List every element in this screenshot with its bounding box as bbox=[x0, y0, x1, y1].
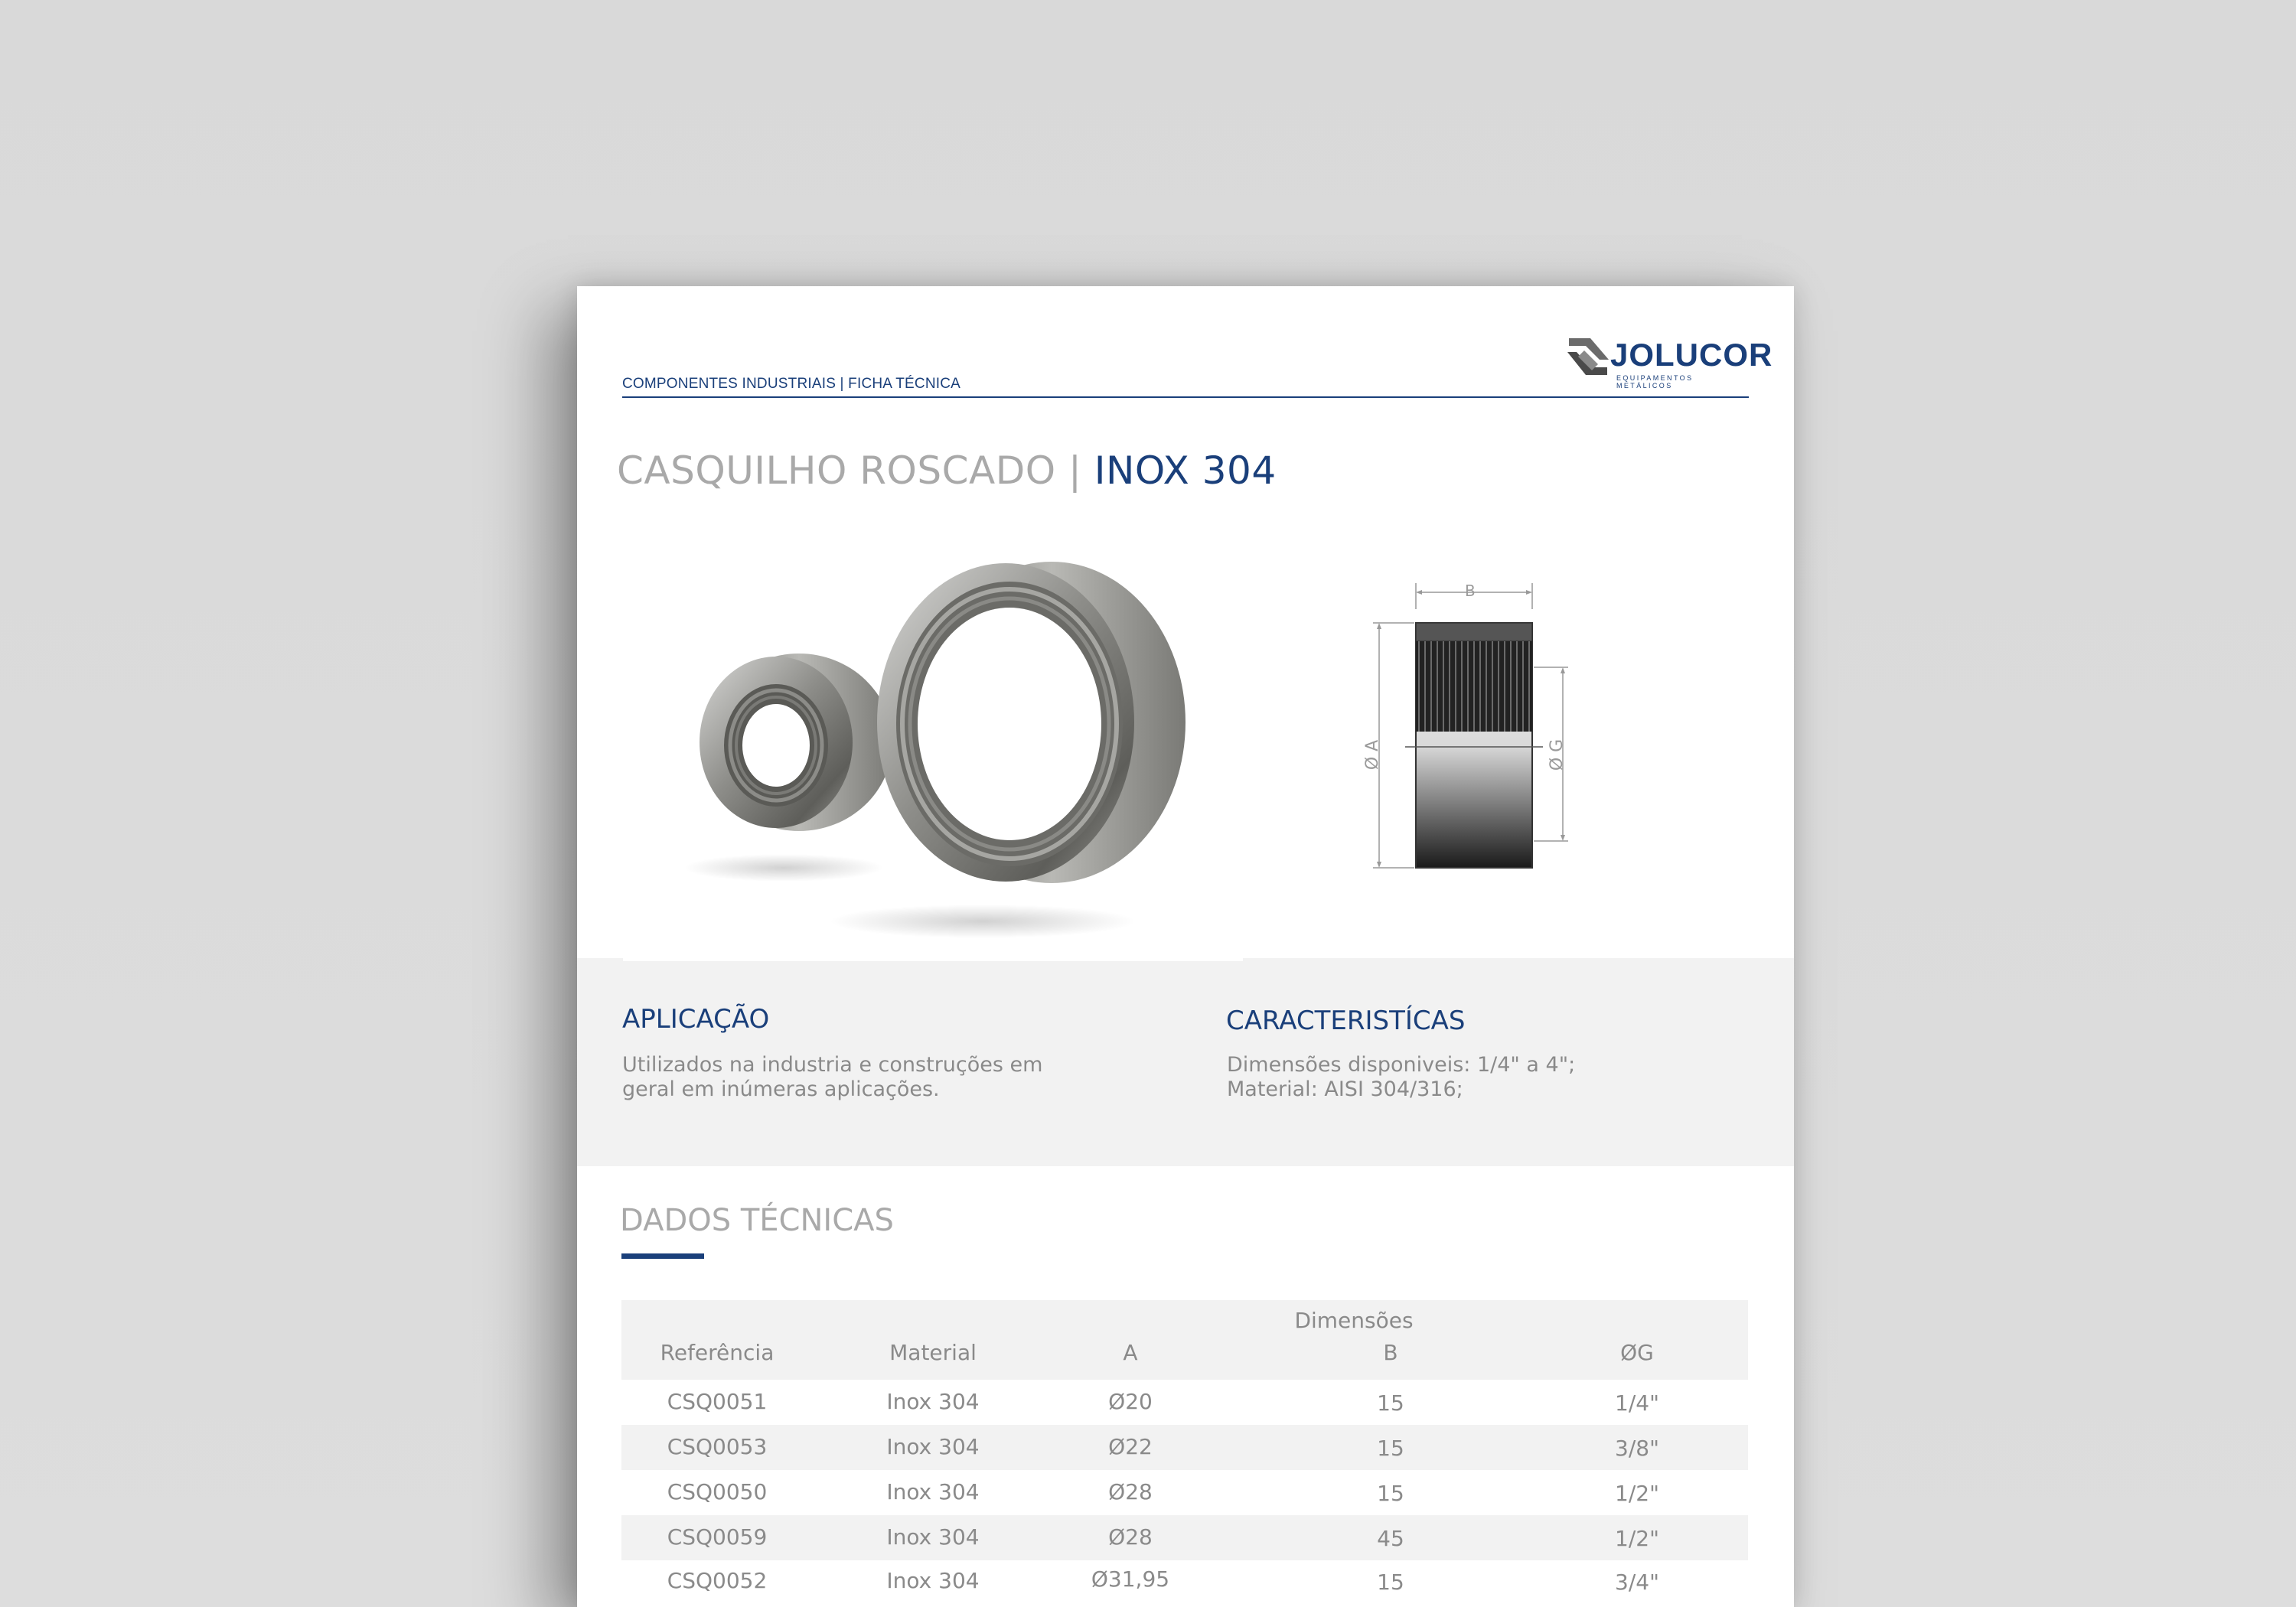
caracteristicas-line-1: Dimensões disponiveis: 1/4" a 4"; bbox=[1227, 1053, 1576, 1077]
cell-b: 15 bbox=[1377, 1390, 1404, 1416]
cell-a: Ø28 bbox=[1108, 1479, 1153, 1504]
cell-g: 1/4" bbox=[1615, 1390, 1659, 1416]
header-subtitle: COMPONENTES INDUSTRIAIS | FICHA TÉCNICA bbox=[622, 376, 961, 392]
cell-material: Inox 304 bbox=[886, 1568, 980, 1593]
cell-material: Inox 304 bbox=[886, 1434, 980, 1459]
cell-material: Inox 304 bbox=[886, 1524, 980, 1550]
title-separator: | bbox=[1068, 448, 1082, 493]
table-row bbox=[621, 1425, 1748, 1470]
column-header-g: ØG bbox=[1620, 1340, 1654, 1365]
cell-b: 15 bbox=[1377, 1570, 1404, 1595]
cell-referencia: CSQ0050 bbox=[667, 1479, 768, 1504]
cell-b: 15 bbox=[1377, 1481, 1404, 1506]
dados-heading: DADOS TÉCNICAS bbox=[620, 1203, 894, 1238]
cell-a: Ø31,95 bbox=[1091, 1566, 1170, 1592]
cell-referencia: CSQ0051 bbox=[667, 1389, 768, 1414]
cell-referencia: CSQ0052 bbox=[667, 1568, 768, 1593]
cell-b: 15 bbox=[1377, 1436, 1404, 1461]
logo-tagline: EQUIPAMENTOS METÁLICOS bbox=[1616, 374, 1694, 390]
cell-g: 1/2" bbox=[1615, 1526, 1659, 1551]
column-header-material: Material bbox=[889, 1340, 977, 1365]
title-material: INOX 304 bbox=[1094, 448, 1277, 493]
cell-a: Ø28 bbox=[1108, 1524, 1153, 1550]
caracteristicas-line-2: Material: AISI 304/316; bbox=[1227, 1077, 1463, 1101]
aplicacao-heading: APLICAÇÃO bbox=[622, 1004, 770, 1035]
cell-a: Ø20 bbox=[1108, 1389, 1153, 1414]
table-row bbox=[621, 1560, 1748, 1605]
title-product-name: CASQUILHO ROSCADO bbox=[617, 448, 1056, 493]
logo-mark-icon bbox=[1564, 334, 1612, 380]
table-row bbox=[621, 1380, 1748, 1425]
header-divider bbox=[622, 396, 1749, 398]
cell-g: 1/2" bbox=[1615, 1481, 1659, 1506]
product-photo bbox=[623, 562, 1243, 1250]
cell-g: 3/4" bbox=[1615, 1570, 1659, 1595]
product-title bbox=[617, 448, 1277, 493]
datasheet-page bbox=[577, 286, 1794, 1607]
cell-material: Inox 304 bbox=[886, 1389, 980, 1414]
jolucor-logo bbox=[1564, 332, 1773, 390]
table-group-header: Dimensões bbox=[1294, 1308, 1414, 1333]
logo-wordmark: JOLUCOR bbox=[1610, 337, 1773, 373]
cell-g: 3/8" bbox=[1615, 1436, 1659, 1461]
column-header-referencia: Referência bbox=[660, 1340, 775, 1365]
cell-referencia: CSQ0053 bbox=[667, 1434, 768, 1459]
dimension-label-g: Ø G bbox=[1548, 738, 1567, 771]
aplicacao-line-1: Utilizados na industria e construções em bbox=[622, 1053, 1043, 1077]
caracteristicas-heading: CARACTERISTÍCAS bbox=[1226, 1006, 1466, 1036]
table-row bbox=[621, 1470, 1748, 1515]
column-header-a: A bbox=[1123, 1340, 1138, 1365]
dimension-label-b: B bbox=[1465, 582, 1476, 600]
cell-material: Inox 304 bbox=[886, 1479, 980, 1504]
table-row bbox=[621, 1515, 1748, 1560]
dados-underline bbox=[621, 1253, 704, 1259]
cell-referencia: CSQ0059 bbox=[667, 1524, 768, 1550]
column-header-b: B bbox=[1383, 1340, 1398, 1365]
cell-a: Ø22 bbox=[1108, 1434, 1153, 1459]
aplicacao-line-2: geral em inúmeras aplicações. bbox=[622, 1077, 940, 1101]
dimension-label-a: Ø A bbox=[1363, 739, 1383, 771]
cell-b: 45 bbox=[1377, 1526, 1404, 1551]
